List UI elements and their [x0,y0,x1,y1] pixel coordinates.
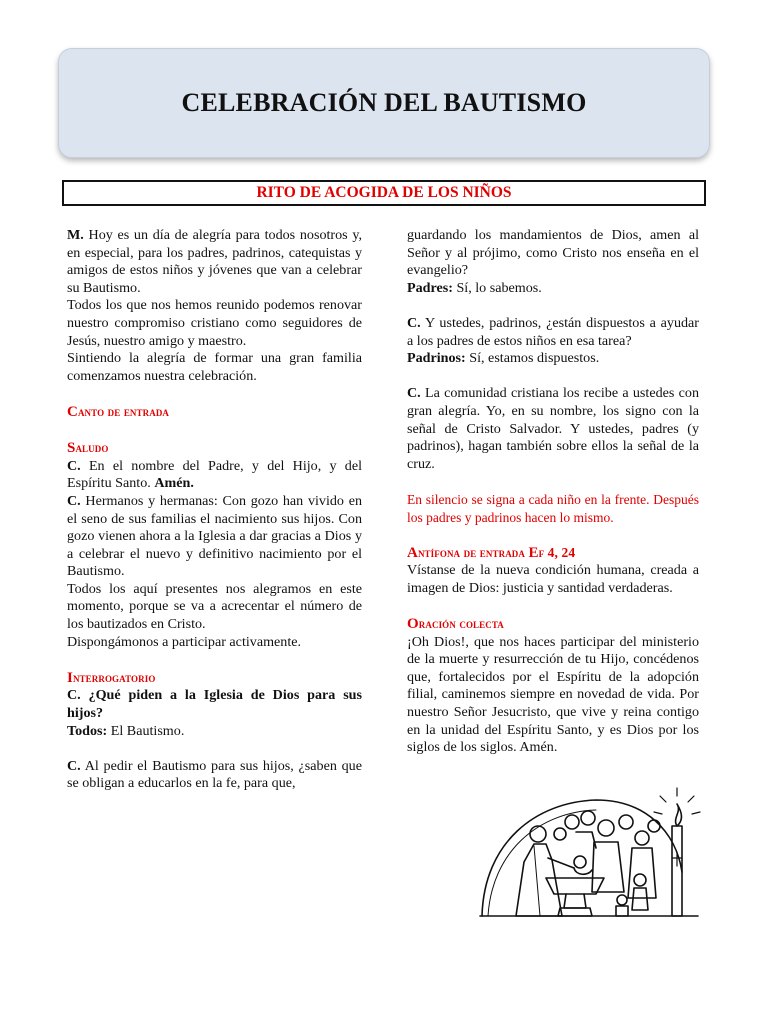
amen-response: Amén. [154,475,194,492]
saludo-paragraph-2: C. Hermanos y hermanas: Con gozo han vivido en el seno de sus familias el nacimiento sus hijos. Con gozo vienen ahora a la Iglesia a dar gracias a Dios y a celebrar el nuevo y definitivo nacimiento por el Bautismo. [67,492,362,580]
interrogatorio-heading: Interrogatorio [67,669,156,686]
right-column [407,227,699,757]
baptism-illustration [476,782,702,920]
canto-heading: Canto de entrada [67,403,170,420]
saludo-heading: Saludo [67,440,109,457]
title-banner [58,48,710,158]
page-title: CELEBRACIÓN DEL BAUTISMO [181,88,587,117]
colecta-heading: Oración colecta [407,616,504,633]
saludo-paragraph-1: C. En el nombre del Padre, y del Hijo, y del Espíritu Santo. Amén. [67,457,362,492]
antifona-heading: Antífona de entrada Ef 4, 24 [407,544,576,561]
left-column [67,227,362,793]
interrogatorio-question: C. ¿Qué piden a la Iglesia de Dios para sus hijos? [67,687,362,722]
saludo-paragraph-3: Todos los aquí presentes nos alegramos en este momento, porque se va a acrecentar el número de los bautizados en Cristo. [67,580,362,633]
colecta-text: ¡Oh Dios!, que nos haces participar del ministerio de la muerte y resurrección de tu Hijo, concédenos que, fortalecidos por el Espíritu de la adopción filial, caminemos siempre en novedad de vida. Por nuestro Señor Jesucristo, que vive y reina contigo en la unidad del Espíritu Santo, y es Dios por los siglos de los siglos. Amén. [407,633,699,756]
continuation-paragraph: guardando los mandamientos de Dios, amen al Señor y al prójimo, como Cristo nos enseña en el evangelio? [407,227,699,279]
intro-paragraph-2: Todos los que nos hemos reunido podemos renovar nuestro compromiso cristiano como seguidores de Jesús, nuestro amigo y maestro. [67,297,362,349]
section-banner [62,180,706,206]
intro-text: Hoy es un día de alegría para todos nosotros y, en especial, para los padres, padrinos, catequistas y amigos de estos niños y jóvenes que van a celebrar su Bautismo. [67,227,362,296]
padrinos-question: C. Y ustedes, padrinos, ¿están dispuestos a ayudar a los padres de estos niños en esa tarea? [407,314,699,349]
section-title: RITO DE ACOGIDA DE LOS NIÑOS [256,184,512,201]
padrinos-answer: Padrinos: Sí, estamos dispuestos. [407,350,600,367]
intro-paragraph [67,227,362,297]
interrogatorio-answer: Todos: El Bautismo. [67,722,185,739]
rubric-note: En silencio se signa a cada niño en la frente. Después los padres y padrinos hacen lo mismo. [407,491,699,525]
intro-paragraph-3: Sintiendo la alegría de formar una gran familia comenzamos nuestra celebración. [67,350,362,384]
speaker-label: M. [67,227,84,243]
comunidad-paragraph: C. La comunidad cristiana los recibe a ustedes con gran alegría. Yo, en su nombre, los signo con la señal de Cristo Salvador. Y ustedes, padres (y padrinos), hagan también sobre ellos la señal de la cruz. [407,385,699,472]
antifona-text: Vístanse de la nueva condición humana, creada a imagen de Dios: justicia y santidad verdaderas. [407,562,699,596]
padres-answer: Padres: Sí, lo sabemos. [407,279,542,296]
interrogatorio-paragraph: C. Al pedir el Bautismo para sus hijos, ¿saben que se obligan a educarlos en la fe, para que, [67,757,362,792]
saludo-paragraph-4: Dispongámonos a participar activamente. [67,633,302,650]
